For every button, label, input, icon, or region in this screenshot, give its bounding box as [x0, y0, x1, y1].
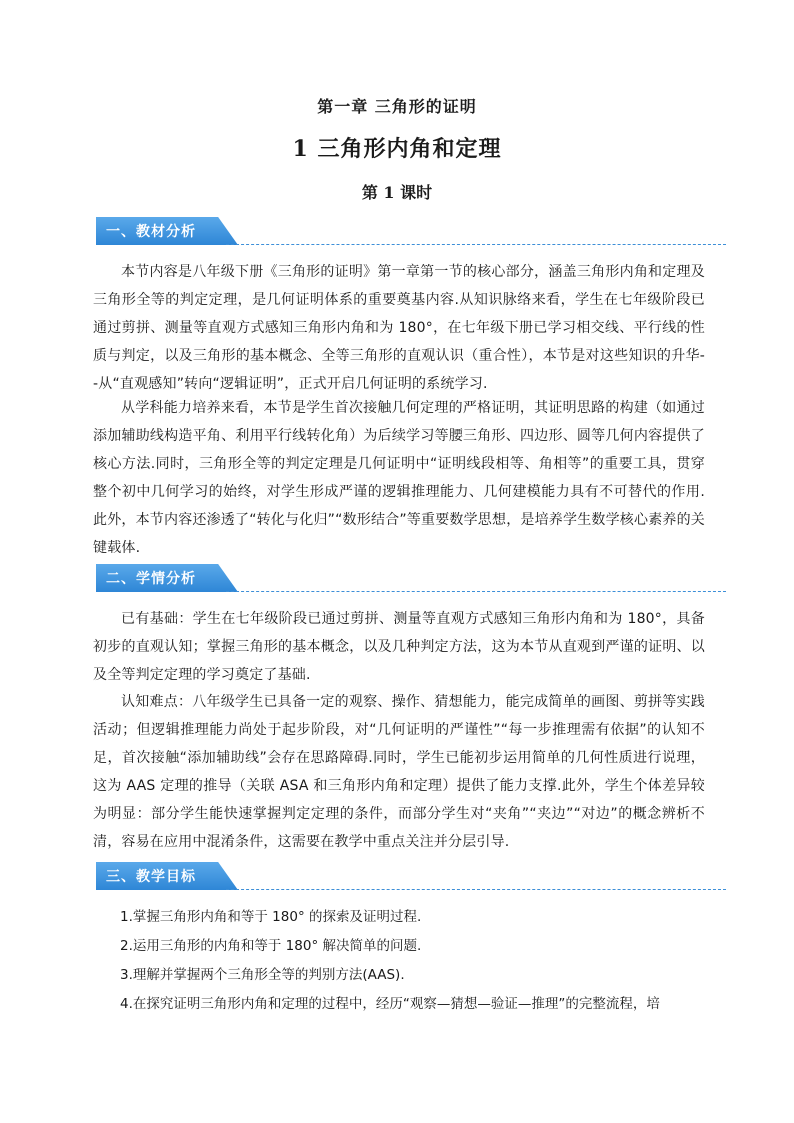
dashed-divider	[226, 244, 726, 245]
chapter-title: 第一章 三角形的证明	[317, 97, 477, 116]
paragraph: 本节内容是八年级下册《三角形的证明》第一章第一节的核心部分，涵盖三角形内角和定理及三角形全等的判定定理，是几何证明体系的重要奠基内容.从知识脉络来看，学生在七年级阶段已通过剪拼、测量等直观方式感知三角形内角和为 180°，在七年级下册已学习相交线、平行线的性质与判定，以及三角形的基本概念、全等三角形的直观认识（重合性），本节是对这些知识的升华--从“直观感知”转向“逻辑证明”，正式开启几何证明的系统学习.	[93, 264, 705, 392]
list-item: 1.掌握三角形内角和等于 180° 的探索及证明过程.	[120, 909, 422, 925]
lesson-title: 1 三角形内角和定理	[292, 136, 502, 162]
section-heading: 一、教材分析	[106, 224, 196, 240]
list-item: 4.在探究证明三角形内角和定理的过程中，经历“观察—猜想—验证—推理”的完整流程，培	[120, 996, 660, 1012]
list-item: 2.运用三角形的内角和等于 180° 解决简单的问题.	[120, 938, 422, 954]
period-title: 第 1 课时	[361, 183, 433, 202]
list-item: 3.理解并掌握两个三角形全等的判别方法(AAS).	[120, 967, 405, 983]
paragraph: 已有基础：学生在七年级阶段已通过剪拼、测量等直观方式感知三角形内角和为 180°，具备初步的直观认知；掌握三角形的基本概念，以及几种判定方法，这为本节从直观到严谨的证明、以及全等判定定理的学习奠定了基础.	[93, 611, 705, 683]
section-header-textbook-analysis	[96, 217, 726, 247]
dashed-divider	[226, 889, 726, 890]
section-heading: 二、学情分析	[106, 571, 196, 587]
paragraph: 认知难点：八年级学生已具备一定的观察、操作、猜想能力，能完成简单的画图、剪拼等实践活动；但逻辑推理能力尚处于起步阶段，对“几何证明的严谨性”“每一步推理需有依据”的认知不足，首次接触“添加辅助线”会存在思路障碍.同时，学生已能初步运用简单的几何性质进行说理，这为 AAS 定理的推导（关联 ASA 和三角形内角和定理）提供了能力支撑.此外，学生个体差异较为明显：部分学生能快速掌握判定定理的条件，而部分学生对“夹角”“夹边”“对边”的概念辨析不清，容易在应用中混淆条件，这需要在教学中重点关注并分层引导.	[93, 694, 705, 850]
dashed-divider	[226, 591, 726, 592]
section-header-student-analysis	[96, 564, 726, 594]
section-heading: 三、教学目标	[106, 869, 196, 885]
paragraph: 从学科能力培养来看，本节是学生首次接触几何定理的严格证明，其证明思路的构建（如通过添加辅助线构造平角、利用平行线转化角）为后续学习等腰三角形、四边形、圆等几何内容提供了核心方法.同时，三角形全等的判定定理是几何证明中“证明线段相等、角相等”的重要工具，贯穿整个初中几何学习的始终，对学生形成严谨的逻辑推理能力、几何建模能力具有不可替代的作用.此外，本节内容还渗透了“转化与化归”“数形结合”等重要数学思想，是培养学生数学核心素养的关键载体.	[93, 400, 706, 556]
section-header-teaching-goals	[96, 862, 726, 892]
goal-list	[120, 903, 710, 1019]
